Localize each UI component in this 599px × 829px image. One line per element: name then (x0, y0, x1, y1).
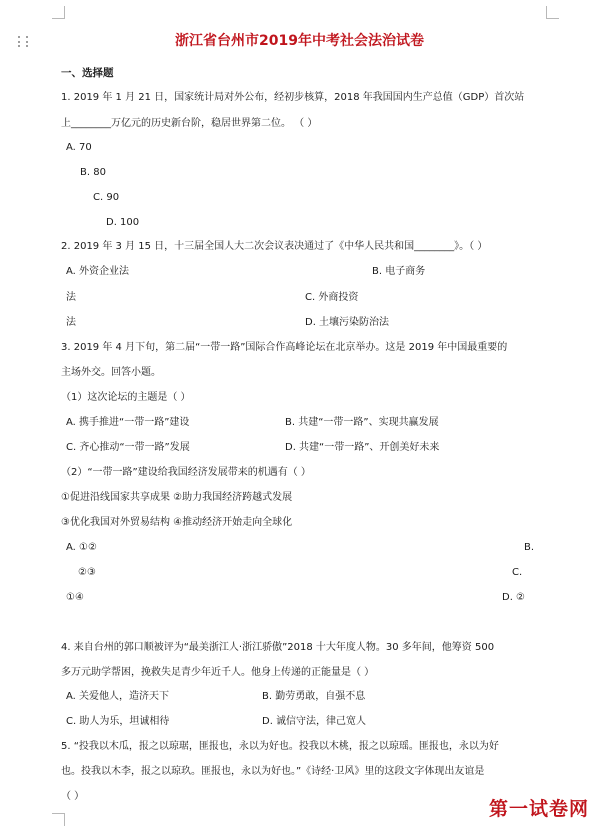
question-5-line-2: 也。投我以木李，报之以琼玖。匪报也，永以为好也。”《诗经·卫风》里的这段文字体现出友谊是 (61, 766, 485, 777)
question-5-line-1: 5. “投我以木瓜，报之以琼琚，匪报也，永以为好也。投我以木桃，报之以琼瑶。匪报也，永以为好 (61, 741, 499, 752)
question-1-line-1: 1. 2019 年 1 月 21 日，国家统计局对外公布，经初步核算，2018 年我国国内生产总值（GDP）首次站 (61, 92, 525, 103)
question-3-1-option-b: B. 共建“一带一路”、实现共赢发展 (285, 417, 439, 428)
question-2-option-a-suffix: 法 (66, 292, 76, 303)
question-2-option-c: C. 外商投资 (305, 292, 359, 303)
question-2-option-b: B. 电子商务 (372, 266, 426, 277)
question-3-line-2: 主场外交。回答小题。 (61, 367, 161, 378)
question-3-2-items-3-4: ③优化我国对外贸易结构 ④推动经济开始走向全球化 (61, 517, 293, 528)
question-3-2-option-b: B. (524, 542, 535, 553)
question-3-2-option-a: A. ①② (66, 542, 97, 553)
question-3-1-option-a: A. 携手推进“一带一路”建设 (66, 417, 190, 428)
question-1-option-a: A. 70 (66, 142, 92, 153)
question-3-1-option-d: D. 共建“一带一路”、开创美好未来 (285, 442, 440, 453)
question-4-line-1: 4. 来自台州的郭口顺被评为“最美浙江人·浙江骄傲”2018 十大年度人物。30 多年间，他筹资 500 (61, 642, 495, 653)
question-3-2-items-1-2: ①促进沿线国家共享成果 ②助力我国经济跨越式发展 (61, 492, 293, 503)
question-4-option-d: D. 诚信守法，律己宽人 (262, 716, 367, 727)
question-1-option-d: D. 100 (106, 217, 140, 228)
question-3-2-option-d: D. ② (502, 592, 526, 603)
question-3-1-option-c: C. 齐心推动“一带一路”发展 (66, 442, 190, 453)
page-corner-bottom-left (52, 813, 65, 826)
question-3-2-option-c: C. (512, 567, 523, 578)
question-3-sub-1: （1）这次论坛的主题是（ ） (61, 392, 191, 403)
question-3-2-option-b-value: ②③ (78, 567, 96, 578)
watermark-logo: 第一试卷网 (488, 798, 589, 820)
question-5-line-3: （ ） (61, 791, 85, 802)
page-corner-top-left (52, 6, 65, 19)
question-1-option-b: B. 80 (80, 167, 106, 178)
question-2-option-a: A. 外资企业法 (66, 266, 130, 277)
question-1-option-c: C. 90 (93, 192, 120, 203)
question-3-sub-2: （2）“一带一路”建设给我国经济发展带来的机遇有（ ） (61, 467, 311, 478)
question-2-line-1: 2. 2019 年 3 月 15 日，十三届全国人大二次会议表决通过了《中华人民共和国________》。（ ） (61, 241, 488, 252)
page-corner-top-right (546, 6, 559, 19)
question-4-option-c: C. 助人为乐，坦诚相待 (66, 716, 170, 727)
question-1-line-2: 上________万亿元的历史新台阶，稳居世界第二位。 （ ） (61, 118, 318, 129)
question-2-option-b-suffix: 法 (66, 317, 76, 328)
question-3-line-1: 3. 2019 年 4 月下旬，第二届“一带一路”国际合作高峰论坛在北京举办。这是 2019 年中国最重要的 (61, 342, 508, 353)
question-4-option-a: A. 关爱他人，造济天下 (66, 691, 170, 702)
question-4-option-b: B. 勤劳勇敢，自强不息 (262, 691, 366, 702)
page-title: 浙江省台州市2019年中考社会法治试卷 (175, 33, 424, 49)
question-4-line-2: 多万元助学帮困，挽救失足青少年近千人。他身上传递的正能量是（ ） (61, 667, 375, 678)
section-heading: 一、选择题 (61, 67, 114, 79)
question-2-option-d: D. 土壤污染防治法 (305, 317, 390, 328)
question-3-2-option-c-value: ①④ (66, 592, 84, 603)
